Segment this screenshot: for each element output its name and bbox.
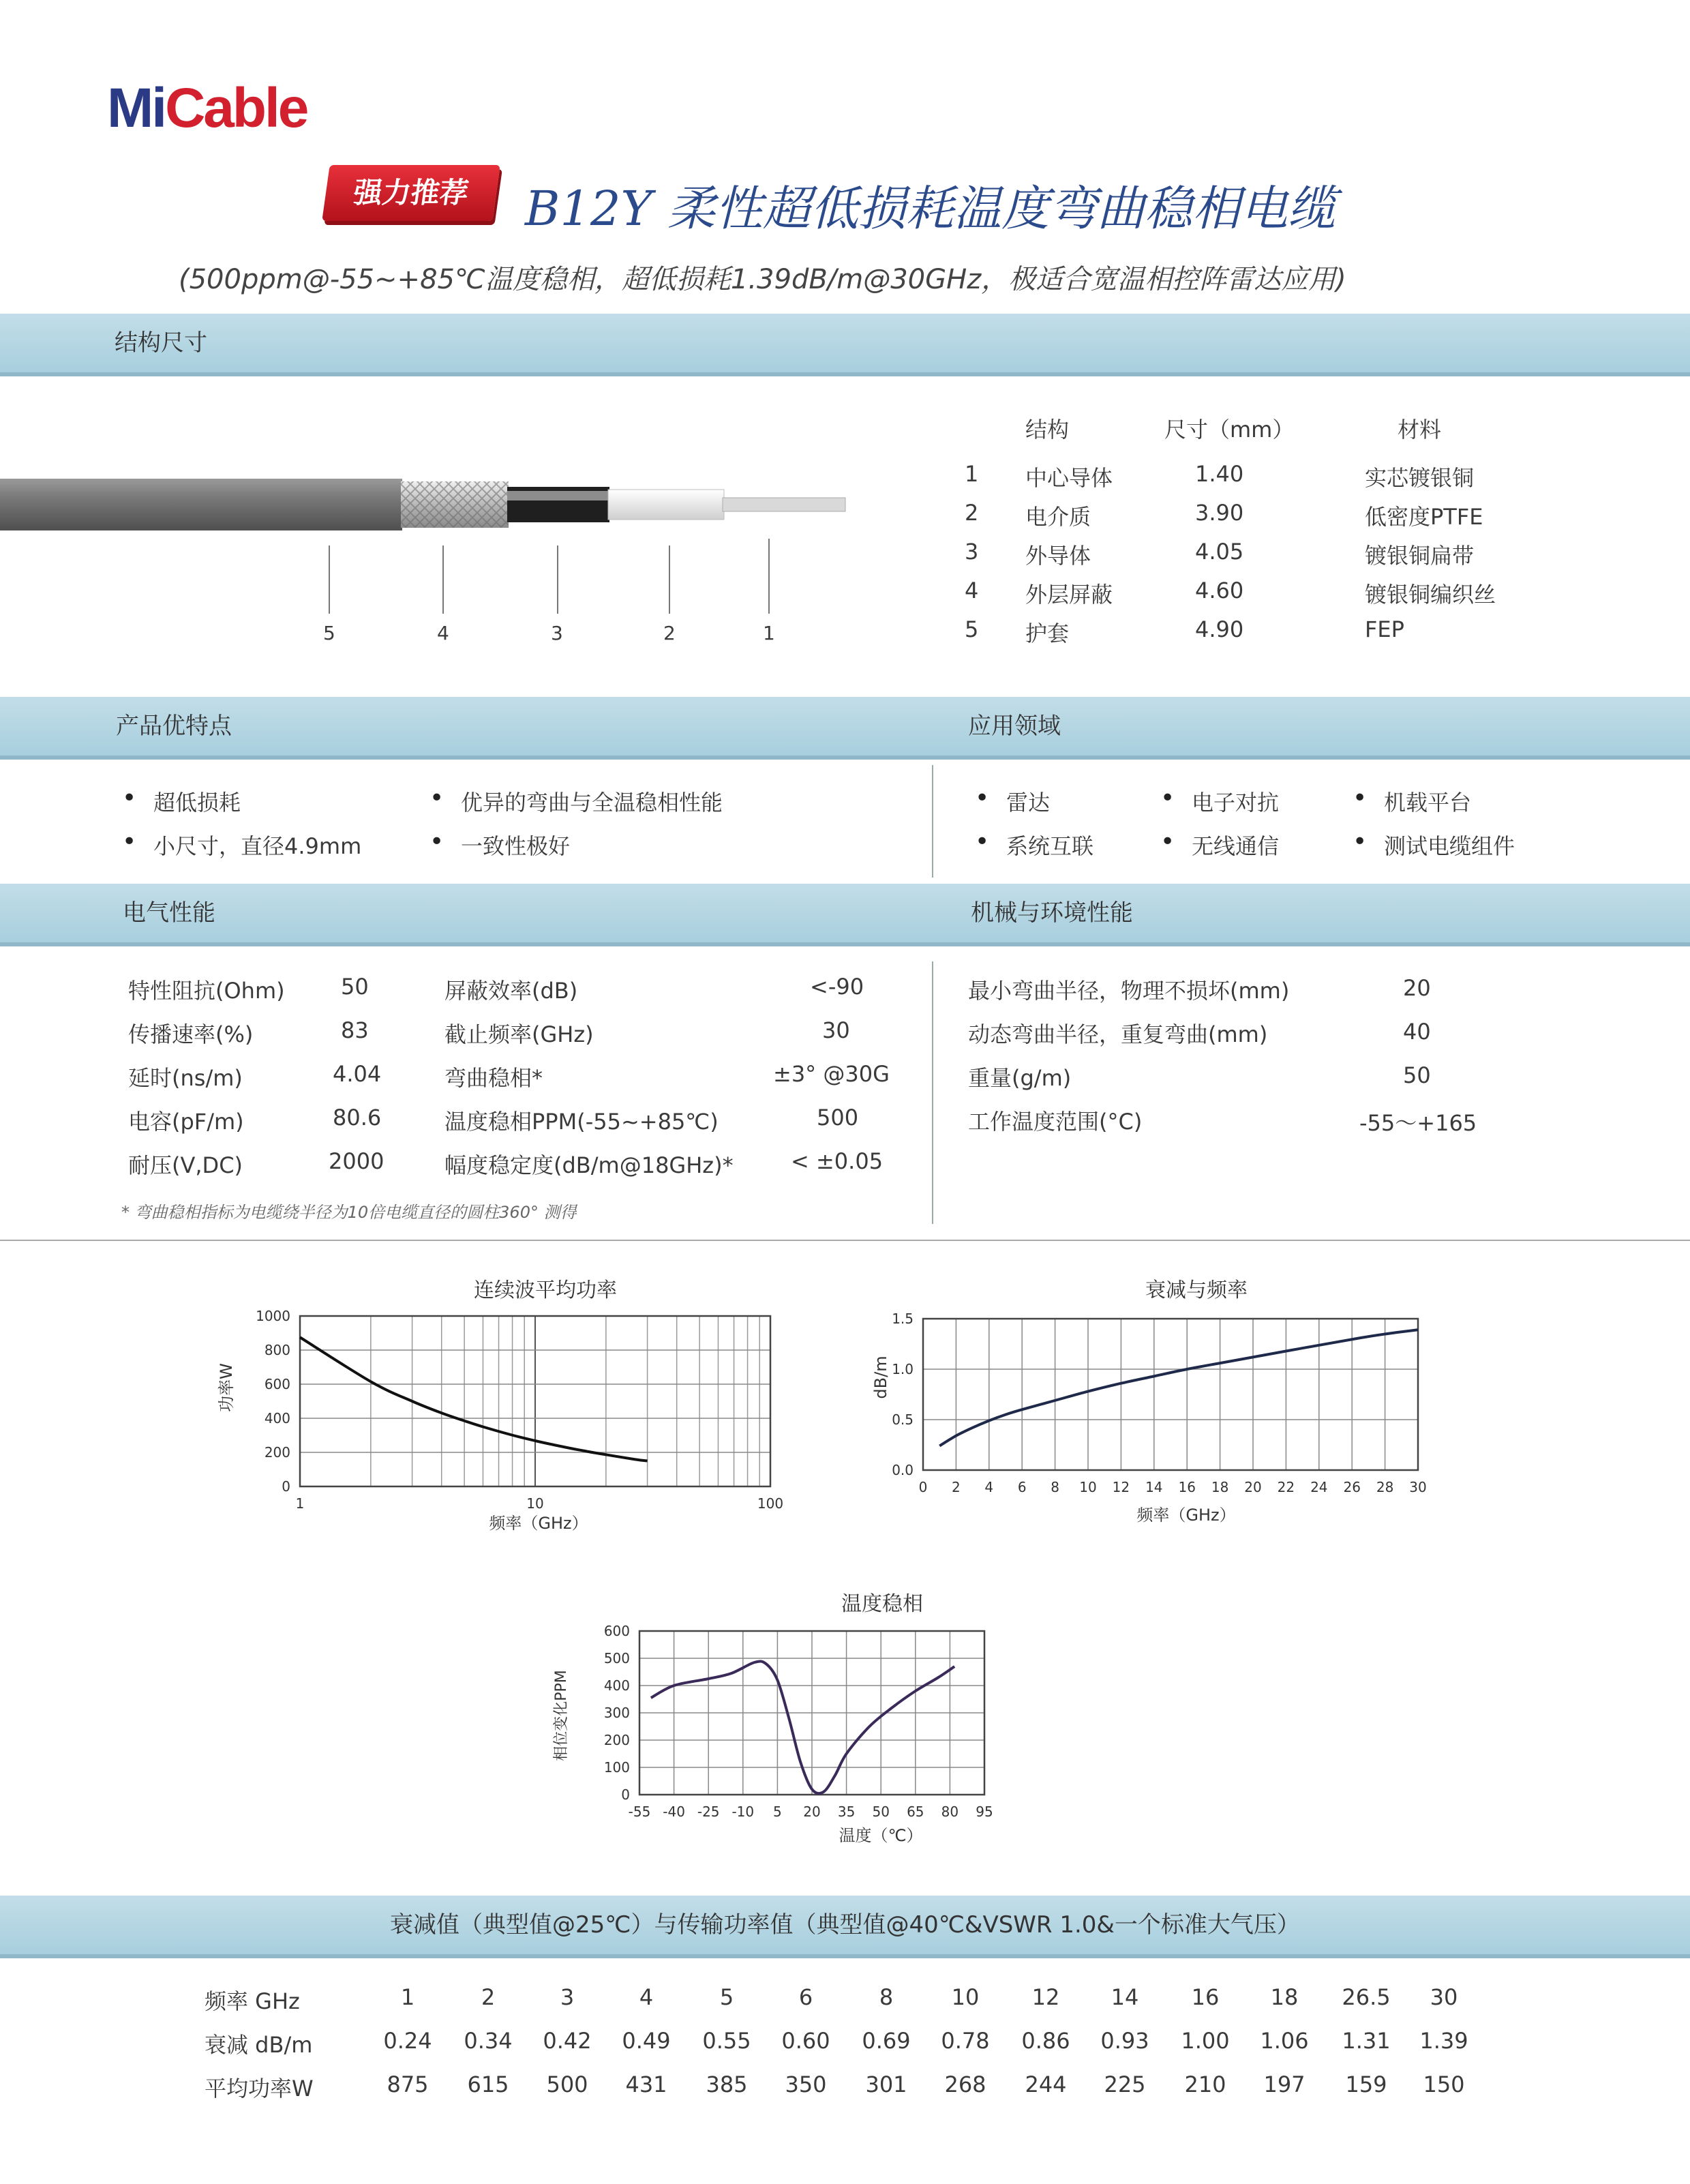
- application-item: • 系统互联: [1006, 829, 1093, 861]
- mechanical-value: 40: [1403, 1019, 1431, 1045]
- electrical-label: 屏蔽效率(dB): [444, 978, 578, 1004]
- attenuation-power-table: [0, 1977, 1690, 2114]
- electrical-label: 延时(ns/m): [128, 1065, 243, 1091]
- electrical-value: 500: [817, 1105, 859, 1131]
- freq-table-cell: 1.39: [1419, 2028, 1468, 2054]
- structure-row-num: 3: [965, 539, 979, 565]
- structure-row-material: FEP: [1365, 616, 1404, 642]
- freq-table-cell: 12: [1031, 1984, 1060, 2010]
- structure-row-name: 外导体: [1025, 543, 1091, 569]
- cable-label: 4: [437, 622, 449, 644]
- applications-heading: 应用领域: [968, 713, 1061, 740]
- y-tick-label: 0.5: [892, 1411, 914, 1428]
- structure-header-size: 尺寸（mm）: [1164, 417, 1295, 443]
- chart-ylabel: 相位变化PPM: [553, 1670, 570, 1761]
- features-heading: 产品优特点: [116, 713, 232, 740]
- chart-xlabel: 频率（GHz）: [489, 1514, 588, 1533]
- electrical-label: 弯曲稳相*: [444, 1065, 543, 1091]
- cable-label: 2: [663, 622, 676, 644]
- electrical-label: 截止频率(GHz): [444, 1021, 594, 1047]
- y-tick-label: 0: [621, 1786, 630, 1803]
- freq-table-row-label: 频率 GHz: [205, 1988, 300, 2014]
- application-item: • 无线通信: [1192, 829, 1279, 861]
- x-tick-label: 20: [803, 1804, 821, 1820]
- freq-table-cell: 150: [1423, 2071, 1465, 2097]
- freq-table-cell: 225: [1104, 2071, 1146, 2097]
- electrical-value: 30: [822, 1017, 850, 1043]
- application-item: • 机载平台: [1384, 786, 1471, 817]
- x-tick-label: 20: [1244, 1479, 1262, 1495]
- freq-table-cell: 8: [879, 1984, 894, 2010]
- mechanical-label: 工作温度范围(°C): [968, 1109, 1143, 1135]
- mechanical-label: 重量(g/m): [968, 1065, 1072, 1091]
- freq-table-cell: 268: [944, 2071, 986, 2097]
- section-rule: [0, 1240, 1690, 1241]
- freq-table-cell: 0.78: [941, 2028, 990, 2054]
- structure-row-name: 电介质: [1025, 504, 1091, 530]
- table-band: [0, 1896, 1690, 1958]
- x-tick-label: 100: [757, 1495, 784, 1512]
- structure-row-size: 1.40: [1195, 461, 1244, 487]
- electrical-value: <-90: [810, 974, 864, 1000]
- chart-ylabel: 功率W: [217, 1363, 236, 1412]
- freq-table-row-label: 衰减 dB/m: [205, 2032, 313, 2058]
- y-tick-label: 0.0: [892, 1462, 914, 1478]
- x-tick-label: 28: [1376, 1479, 1394, 1495]
- y-tick-label: 800: [264, 1342, 290, 1358]
- temperature-chart: [545, 1582, 1159, 1868]
- freq-table-cell: 875: [387, 2071, 429, 2097]
- x-tick-label: 22: [1277, 1479, 1295, 1495]
- structure-row-size: 3.90: [1195, 500, 1244, 526]
- freq-table-cell: 197: [1263, 2071, 1306, 2097]
- freq-table-cell: 210: [1184, 2071, 1226, 2097]
- x-tick-label: 14: [1145, 1479, 1163, 1495]
- structure-header-material: 材料: [1398, 417, 1442, 443]
- freq-table-cell: 10: [951, 1984, 980, 2010]
- freq-table-cell: 615: [467, 2071, 509, 2097]
- x-tick-label: 0: [918, 1479, 928, 1495]
- x-tick-label: 10: [526, 1495, 544, 1512]
- structure-heading: 结构尺寸: [115, 329, 207, 357]
- electrical-label: 特性阻抗(Ohm): [128, 978, 285, 1004]
- x-tick-label: 8: [1051, 1479, 1059, 1495]
- structure-row-num: 4: [965, 578, 979, 603]
- freq-table-cell: 0.24: [383, 2028, 432, 2054]
- attenuation-chart: [859, 1268, 1507, 1541]
- chart-title: 衰减与频率: [1145, 1278, 1248, 1302]
- chart-title: 连续波平均功率: [474, 1278, 617, 1302]
- application-item: • 电子对抗: [1192, 786, 1279, 817]
- freq-table-cell: 431: [625, 2071, 667, 2097]
- freq-table-cell: 6: [798, 1984, 813, 2010]
- structure-row-material: 实芯镀银铜: [1365, 465, 1475, 491]
- y-tick-label: 600: [264, 1376, 290, 1392]
- freq-table-cell: 1.00: [1181, 2028, 1230, 2054]
- application-item: • 测试电缆组件: [1384, 829, 1515, 861]
- structure-band: [0, 314, 1690, 376]
- mechanical-label: 最小弯曲半径，物理不损坏(mm): [968, 978, 1290, 1004]
- y-tick-label: 200: [603, 1732, 630, 1748]
- freq-table-cell: 2: [481, 1984, 496, 2010]
- feature-item: • 小尺寸，直径4.9mm: [153, 829, 361, 861]
- y-tick-label: 500: [603, 1650, 630, 1666]
- structure-row-num: 5: [965, 616, 979, 642]
- x-tick-label: 80: [941, 1804, 959, 1820]
- y-tick-label: 400: [264, 1410, 290, 1426]
- x-tick-label: -55: [628, 1804, 651, 1820]
- x-tick-label: 6: [1017, 1479, 1027, 1495]
- structure-row-material: 镀银铜编织丝: [1365, 582, 1496, 608]
- x-tick-label: 5: [773, 1804, 782, 1820]
- structure-row-material: 低密度PTFE: [1365, 504, 1483, 530]
- freq-table-cell: 1: [400, 1984, 415, 2010]
- freq-table-cell: 0.55: [702, 2028, 751, 2054]
- freq-table-cell: 14: [1111, 1984, 1139, 2010]
- electrical-label: 传播速率(%): [128, 1021, 254, 1047]
- structure-row-name: 护套: [1025, 620, 1070, 646]
- x-tick-label: 26: [1343, 1479, 1361, 1495]
- x-tick-label: 24: [1310, 1479, 1328, 1495]
- electrical-label: 电容(pF/m): [128, 1109, 244, 1135]
- electrical-label: 温度稳相PPM(-55~+85℃): [444, 1109, 719, 1135]
- y-tick-label: 200: [264, 1444, 290, 1461]
- x-tick-label: -10: [731, 1804, 755, 1820]
- cable-label: 5: [323, 622, 335, 644]
- freq-table-cell: 244: [1025, 2071, 1067, 2097]
- micable-logo: MiCable: [107, 77, 307, 139]
- series-line: [939, 1330, 1418, 1446]
- electrical-heading: 电气性能: [123, 899, 215, 927]
- feature-item: • 一致性极好: [461, 829, 570, 861]
- x-tick-label: 12: [1112, 1479, 1130, 1495]
- mechanical-label: 动态弯曲半径，重复弯曲(mm): [968, 1021, 1268, 1047]
- freq-table-cell: 350: [785, 2071, 827, 2097]
- electrical-footnote: * 弯曲稳相指标为电缆绕半径为10倍电缆直径的圆柱360° 测得: [121, 1203, 577, 1222]
- freq-table-row-label: 平均功率W: [205, 2076, 314, 2101]
- cable-label: 3: [551, 622, 563, 644]
- structure-row-num: 1: [965, 461, 979, 487]
- x-tick-label: 95: [976, 1804, 993, 1820]
- mechanical-value: -55～+165: [1359, 1110, 1477, 1136]
- freq-table-cell: 1.06: [1260, 2028, 1309, 2054]
- chart-xlabel: 温度（℃）: [839, 1826, 923, 1845]
- electrical-value: 50: [341, 974, 369, 1000]
- x-tick-label: 16: [1178, 1479, 1196, 1495]
- electrical-label: 耐压(V,DC): [128, 1152, 243, 1178]
- series-line: [651, 1661, 954, 1793]
- freq-table-cell: 3: [560, 1984, 575, 2010]
- electrical-band: [0, 884, 1690, 946]
- electrical-value: 4.04: [333, 1061, 382, 1087]
- mechanical-value: 50: [1403, 1062, 1431, 1088]
- structure-table: [954, 409, 1568, 655]
- section-divider: [932, 765, 933, 878]
- x-tick-label: 10: [1079, 1479, 1097, 1495]
- x-tick-label: 30: [1409, 1479, 1427, 1495]
- freq-table-cell: 301: [865, 2071, 907, 2097]
- x-tick-label: -25: [697, 1804, 720, 1820]
- structure-row-size: 4.05: [1195, 539, 1244, 565]
- feature-item: • 超低损耗: [153, 786, 241, 817]
- freq-table-cell: 18: [1270, 1984, 1299, 2010]
- x-tick-label: -40: [663, 1804, 685, 1820]
- y-tick-label: 400: [603, 1677, 630, 1694]
- freq-table-cell: 1.31: [1342, 2028, 1391, 2054]
- electrical-value: 80.6: [333, 1105, 382, 1131]
- chart-ylabel: dB/m: [871, 1356, 890, 1399]
- y-tick-label: 1.0: [892, 1361, 914, 1377]
- freq-table-cell: 159: [1345, 2071, 1387, 2097]
- x-tick-label: 18: [1211, 1479, 1229, 1495]
- freq-table-cell: 0.60: [781, 2028, 830, 2054]
- x-tick-label: 50: [872, 1804, 890, 1820]
- freq-table-cell: 30: [1430, 1984, 1458, 2010]
- freq-table-cell: 0.42: [543, 2028, 592, 2054]
- structure-row-size: 4.90: [1195, 616, 1244, 642]
- x-tick-label: 2: [952, 1479, 961, 1495]
- power-chart: [198, 1268, 811, 1541]
- table-heading: 衰减值（典型值@25℃）与传输功率值（典型值@40℃&VSWR 1.0&一个标准大气压）: [390, 1911, 1300, 1939]
- freq-table-cell: 16: [1191, 1984, 1220, 2010]
- freq-table-cell: 0.49: [622, 2028, 671, 2054]
- freq-table-cell: 385: [706, 2071, 748, 2097]
- freq-table-cell: 0.34: [464, 2028, 513, 2054]
- structure-row-size: 4.60: [1195, 578, 1244, 603]
- chart-title: 温度稳相: [841, 1592, 923, 1616]
- series-line: [300, 1337, 648, 1461]
- recommend-ribbon: 强力推荐: [322, 165, 500, 221]
- cable-label: 1: [763, 622, 775, 644]
- features-band: [0, 697, 1690, 760]
- application-item: • 雷达: [1006, 786, 1050, 817]
- y-tick-label: 300: [603, 1705, 630, 1721]
- structure-row-name: 外层屏蔽: [1025, 582, 1113, 608]
- y-tick-label: 100: [603, 1759, 630, 1776]
- page-title: B12Y 柔性超低损耗温度弯曲稳相电缆: [525, 181, 1336, 237]
- mechanical-heading: 机械与环境性能: [971, 899, 1133, 927]
- feature-item: • 优异的弯曲与全温稳相性能: [461, 786, 723, 817]
- electrical-value: ±3° @30G: [773, 1061, 890, 1087]
- y-tick-label: 0: [282, 1478, 290, 1495]
- chart-xlabel: 频率（GHz）: [1136, 1506, 1236, 1525]
- structure-header-structure: 结构: [1025, 417, 1070, 443]
- electrical-label: 幅度稳定度(dB/m@18GHz)*: [444, 1152, 734, 1178]
- electrical-value: 2000: [329, 1148, 384, 1174]
- x-tick-label: 1: [295, 1495, 305, 1512]
- x-tick-label: 65: [907, 1804, 924, 1820]
- freq-table-cell: 5: [719, 1984, 734, 2010]
- structure-row-num: 2: [965, 500, 979, 526]
- section-divider: [932, 961, 933, 1224]
- freq-table-cell: 0.93: [1100, 2028, 1149, 2054]
- freq-table-cell: 0.86: [1021, 2028, 1070, 2054]
- page-subtitle: (500ppm@-55~+85℃温度稳相，超低损耗1.39dB/m@30GHz，极适合宽温相控阵雷达应用): [179, 264, 1346, 295]
- y-tick-label: 1000: [256, 1308, 290, 1324]
- freq-table-cell: 0.69: [862, 2028, 911, 2054]
- x-tick-label: 4: [984, 1479, 994, 1495]
- freq-table-cell: 26.5: [1342, 1984, 1391, 2010]
- electrical-value: 83: [341, 1017, 369, 1043]
- electrical-value: < ±0.05: [791, 1148, 884, 1174]
- structure-row-name: 中心导体: [1025, 465, 1113, 491]
- mechanical-value: 20: [1403, 975, 1431, 1001]
- x-tick-label: 35: [837, 1804, 856, 1820]
- y-tick-label: 1.5: [892, 1311, 914, 1327]
- freq-table-cell: 4: [639, 1984, 654, 2010]
- y-tick-label: 600: [603, 1623, 630, 1639]
- structure-row-material: 镀银铜扁带: [1365, 543, 1475, 569]
- freq-table-cell: 500: [546, 2071, 588, 2097]
